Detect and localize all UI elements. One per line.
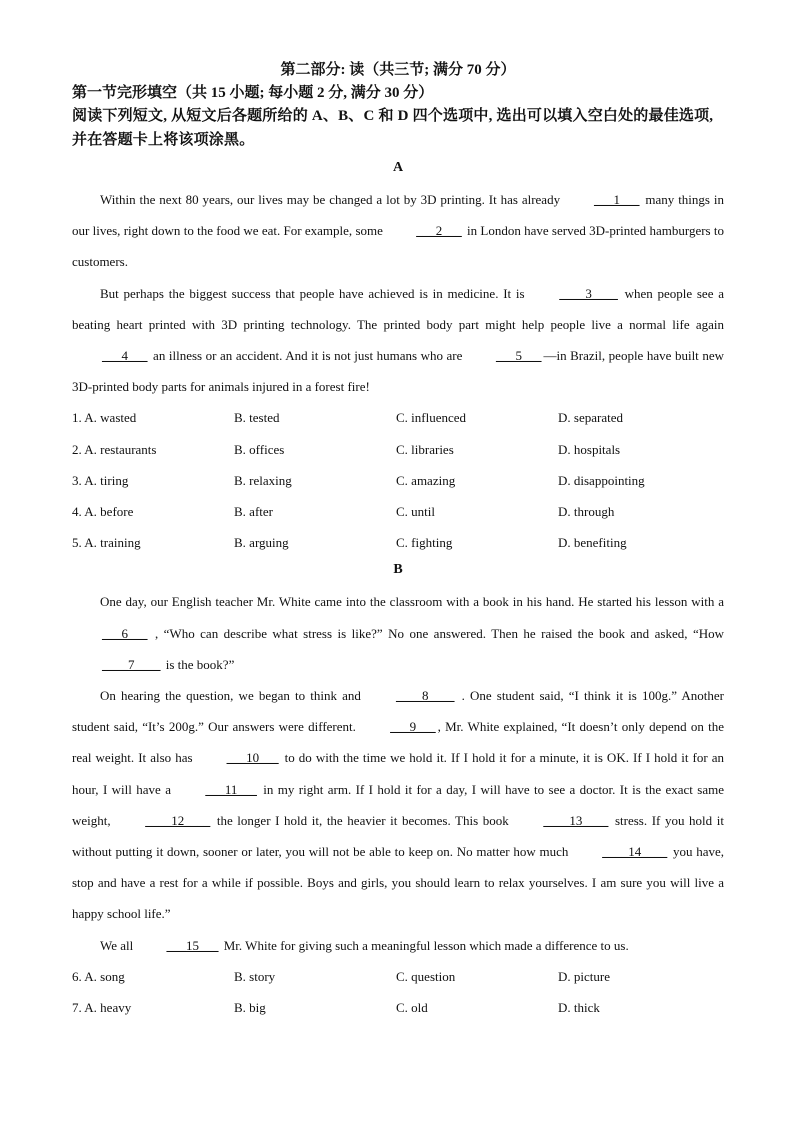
option: C. old (396, 1000, 428, 1016)
passage-a-paragraph-1 (72, 184, 724, 278)
option: 2. A. restaurants (72, 441, 157, 457)
passage-b-paragraph-1 (72, 586, 724, 680)
blank-2: ___2___ (416, 223, 462, 239)
option: 7. A. heavy (72, 1000, 132, 1016)
blank-12: ____12____ (145, 812, 211, 828)
option-row-6 (72, 961, 724, 992)
option: C. influenced (396, 410, 467, 426)
section-title: 第一节完形填空（共 15 小题; 每小题 2 分, 满分 30 分） (72, 85, 434, 101)
blank-9: ___9___ (390, 719, 436, 735)
option: C. until (396, 504, 436, 520)
blank-14: ____14____ (602, 844, 668, 860)
blank-3: ____3____ (559, 285, 618, 301)
option: 3. A. tiring (72, 472, 129, 488)
passage-a-letter: A (392, 160, 404, 175)
option: B. offices (234, 441, 285, 457)
blank-15: ___15___ (166, 937, 219, 953)
option: B. relaxing (234, 472, 292, 488)
text: , “Who can describe what stress is like?” No one answered. Then he raised the book and asked, “How (149, 625, 724, 641)
blank-7: ____7____ (102, 656, 161, 672)
option: B. tested (234, 410, 280, 426)
option: 4. A. before (72, 504, 134, 520)
option: B. after (234, 504, 273, 520)
blank-4: ___4___ (102, 348, 148, 364)
text: you have, stop and have a rest for a while if possible. Boys and girls, you should learn to relax yourselves. I am sure you will live a happy school life.” (72, 844, 724, 922)
blank-11: ___11___ (205, 781, 257, 797)
option-row-2 (72, 434, 724, 465)
option: C. amazing (396, 472, 456, 488)
text: We all (100, 937, 137, 953)
option-row-4 (72, 496, 724, 527)
passage-b-paragraph-2 (72, 680, 724, 930)
option: B. big (234, 1000, 266, 1016)
blank-5: ___5___ (495, 348, 542, 364)
passage-b-letter: B (393, 562, 403, 578)
option: B. arguing (234, 535, 289, 551)
option: D. thick (558, 1000, 600, 1016)
option: C. fighting (396, 535, 453, 551)
text: —in Brazil, people have built new 3D-printed body parts for animals injured in a forest fire! (72, 348, 724, 395)
blank-8: ____8____ (395, 688, 455, 704)
options-b (72, 961, 724, 1023)
text: an illness or an accident. And it is not just humans who are (149, 348, 466, 364)
text: . One student said, “I think it is 100g.” Another student said, “It’s 200g.” Our answers were different. (72, 688, 724, 735)
text: in London have served 3D-printed hamburgers to customers. (72, 223, 724, 270)
option: D. benefiting (558, 535, 627, 551)
text: Within the next 80 years, our lives may be changed a lot by 3D printing. It has already (100, 192, 564, 207)
option: 5. A. training (72, 535, 141, 551)
option: C. question (396, 968, 456, 984)
option: D. through (558, 504, 615, 520)
part-title: 第二部分: 读（共三节; 满分 70 分） (280, 62, 516, 78)
blank-10: ___10___ (226, 750, 279, 766)
option: B. story (234, 968, 276, 984)
text: to do with the time we hold it. If I hold it for a minute, it is OK. If I hold it for an hour, I will have a (72, 750, 725, 797)
text: in my right arm. If I hold it for a day, I will have to see a doctor. It is the exact same weight, (72, 781, 724, 828)
option: D. picture (558, 968, 610, 984)
option: D. hospitals (558, 441, 621, 457)
text: Mr. White for giving such a meaningful lesson which made a difference to us. (220, 937, 629, 953)
option-row-1 (72, 402, 724, 433)
blank-6: ___6___ (102, 625, 148, 641)
options-a (72, 402, 724, 558)
text: the longer I hold it, the heavier it becomes. This book (212, 812, 514, 828)
option-row-3 (72, 465, 724, 496)
text: is the book?” (162, 656, 235, 672)
exam-page (72, 58, 724, 1023)
blank-1: ___1___ (594, 192, 640, 207)
text: many things in our lives, right down to the food we eat. For example, some (72, 192, 724, 239)
passage-b-paragraph-3 (72, 930, 724, 961)
option: D. disappointing (558, 472, 645, 488)
option: 6. A. song (72, 968, 125, 984)
option-row-7 (72, 992, 724, 1023)
text: stress. If you hold it without putting it down, sooner or later, you will not be able to keep on. No matter how much (72, 812, 724, 860)
option: C. libraries (396, 441, 454, 457)
option-row-5 (72, 527, 724, 558)
option: 1. A. wasted (72, 410, 137, 426)
text: One day, our English teacher Mr. White came into the classroom with a book in his hand. He started his lesson with a (100, 594, 724, 610)
passage-a-paragraph-2 (72, 278, 724, 403)
blank-13: ____13____ (543, 812, 609, 828)
text: On hearing the question, we began to think and (100, 688, 366, 704)
text: , Mr. White explained, “It doesn’t only depend on the real weight. It also has (72, 719, 725, 766)
text: But perhaps the biggest success that people have achieved is in medicine. It is (100, 285, 530, 301)
instructions: 阅读下列短文, 从短文后各题所给的 A、B、C 和 D 四个选项中, 选出可以填入空白处的最佳选项, 并在答题卡上将该项涂黑。 (72, 108, 714, 148)
option: D. separated (558, 410, 623, 426)
text: when people see a beating heart printed with 3D printing technology. The printed body part might help people live a normal life again (72, 285, 724, 332)
